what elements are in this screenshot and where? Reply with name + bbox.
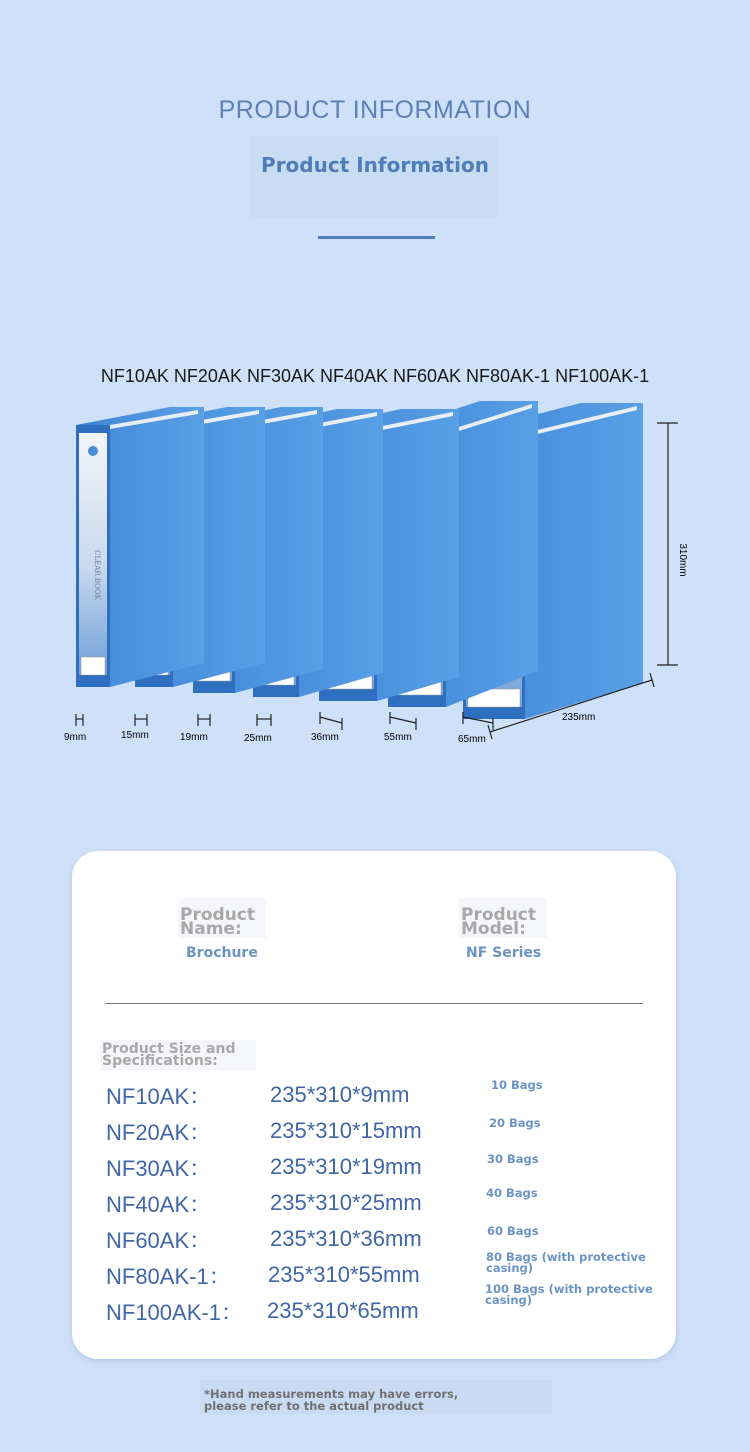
spec-model: NF30AK： — [106, 1156, 212, 1181]
spec-bag-count: 20 Bags — [489, 1116, 541, 1130]
spec-size: 235*310*19mm — [270, 1154, 422, 1179]
thickness-label: 9mm — [64, 732, 87, 743]
product-model-label: Product Model: — [461, 905, 536, 939]
spec-model: NF80AK-1： — [106, 1264, 231, 1289]
thickness-label: 65mm — [458, 734, 486, 745]
spec-size: 235*310*25mm — [270, 1190, 422, 1215]
card-divider — [105, 1003, 643, 1004]
models-caption: NF10AK NF20AK NF30AK NF40AK NF60AK NF80AK-1 NF100AK-1 — [100, 366, 650, 386]
barcode-label — [81, 657, 105, 675]
spec-bag-count: 80 Bags (with protective casing) — [486, 1250, 646, 1275]
section-title-background — [251, 136, 499, 218]
spec-bag-count: 30 Bags — [487, 1152, 539, 1166]
spec-section-label: Product Size and Specifications: — [102, 1041, 236, 1069]
spec-size: 235*310*9mm — [270, 1082, 410, 1107]
spec-bag-count: 10 Bags — [491, 1078, 543, 1092]
spec-model: NF40AK： — [106, 1192, 212, 1217]
thickness-label: 15mm — [121, 730, 149, 741]
thickness-label: 19mm — [180, 732, 208, 743]
spec-model: NF10AK： — [106, 1084, 212, 1109]
section-title-english: PRODUCT INFORMATION — [218, 96, 532, 124]
spec-model: NF60AK： — [106, 1228, 212, 1253]
product-model-value: NF Series — [466, 945, 542, 961]
footer-note: *Hand measurements may have errors, please refer to the actual product — [204, 1387, 459, 1413]
product-name-value: Brochure — [186, 945, 258, 961]
spec-bag-count: 40 Bags — [486, 1186, 538, 1200]
spec-size: 235*310*15mm — [270, 1118, 422, 1143]
thickness-label: 25mm — [244, 733, 272, 744]
spec-model: NF20AK： — [106, 1120, 212, 1145]
spec-size: 235*310*65mm — [267, 1298, 419, 1323]
spec-size: 235*310*36mm — [270, 1226, 422, 1251]
logo-icon — [88, 446, 98, 456]
thickness-label: 55mm — [384, 732, 412, 743]
spec-model: NF100AK-1： — [106, 1300, 243, 1325]
folder-0 — [76, 407, 204, 687]
product-figure — [60, 395, 700, 755]
thickness-label: 36mm — [311, 732, 339, 743]
product-name-label: Product Name: — [180, 905, 255, 939]
height-dimension-label: 310mm — [677, 543, 688, 577]
section-title-chinese: Product Information — [261, 153, 489, 177]
spec-bag-count: 100 Bags (with protective casing) — [485, 1282, 653, 1307]
spine-text: CLEAR BOOK — [93, 550, 101, 600]
width-dimension-label: 235mm — [562, 712, 596, 723]
spec-bag-count: 60 Bags — [487, 1224, 539, 1238]
spec-size: 235*310*55mm — [268, 1262, 420, 1287]
title-underline — [318, 236, 435, 239]
